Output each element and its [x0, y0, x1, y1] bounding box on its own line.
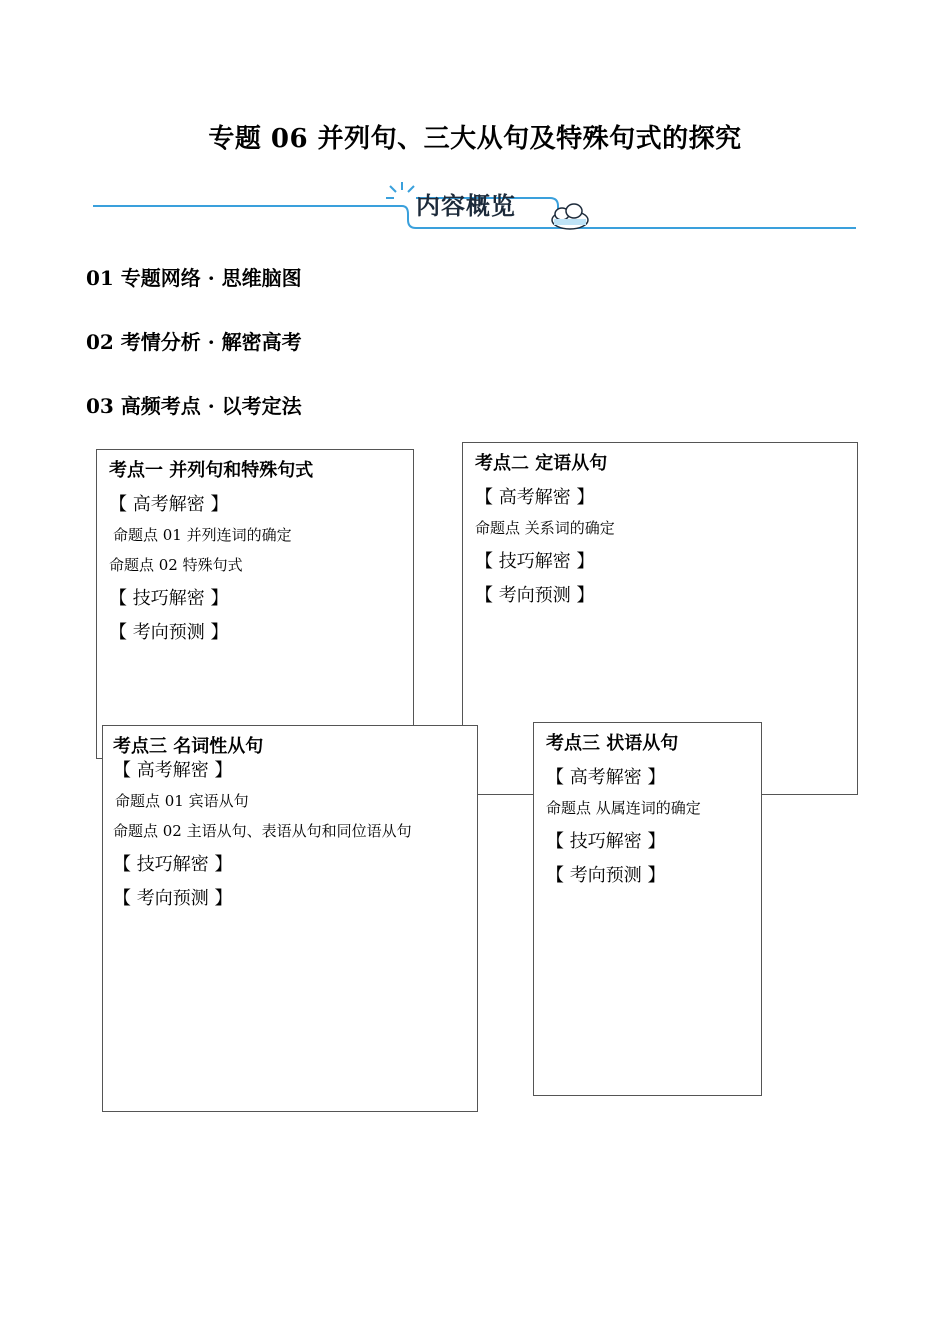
box-title: 考点二 定语从句: [475, 453, 608, 474]
banner-label: 内容概览: [416, 192, 516, 220]
box-item: 【 技巧解密 】: [475, 551, 595, 572]
box-item: 命题点 02 主语从句、表语从句和同位语从句: [113, 822, 412, 840]
box-item: 【 高考解密 】: [546, 767, 666, 788]
box-item: 【 考向预测 】: [113, 888, 233, 909]
box-item: 【 高考解密 】: [113, 760, 233, 781]
section-exam-analysis: 02 考情分析 · 解密高考: [86, 330, 302, 354]
key-point-box-1: [96, 449, 414, 759]
box-title: 考点三 状语从句: [546, 733, 679, 754]
banner-line: [93, 205, 385, 207]
section-mind-map: 01 专题网络 · 思维脑图: [86, 266, 302, 290]
box-item: 【 考向预测 】: [475, 585, 595, 606]
box-item: 命题点 关系词的确定: [475, 519, 615, 537]
sparkle-icon: [386, 182, 414, 198]
box-item: 命题点 02 特殊句式: [109, 556, 243, 574]
box-item: 【 技巧解密 】: [113, 854, 233, 875]
box-item: 命题点 01 宾语从句: [115, 792, 249, 810]
box-item: 命题点 01 并列连词的确定: [113, 526, 292, 544]
section-key-points: 03 高频考点 · 以考定法: [86, 394, 302, 418]
box-title: 考点一 并列句和特殊句式: [109, 460, 314, 481]
box-item: 【 考向预测 】: [109, 622, 229, 643]
key-point-box-4: [533, 722, 762, 1096]
document-title: 专题 06 并列句、三大从句及特殊句式的探究: [208, 124, 742, 154]
box-title: 考点三 名词性从句: [113, 736, 264, 757]
box-item: 【 高考解密 】: [109, 494, 229, 515]
key-point-box-3: [102, 725, 478, 1112]
box-item: 【 高考解密 】: [475, 487, 595, 508]
box-item: 【 考向预测 】: [546, 865, 666, 886]
box-item: 【 技巧解密 】: [546, 831, 666, 852]
box-item: 【 技巧解密 】: [109, 588, 229, 609]
box-item: 命题点 从属连词的确定: [546, 799, 701, 817]
